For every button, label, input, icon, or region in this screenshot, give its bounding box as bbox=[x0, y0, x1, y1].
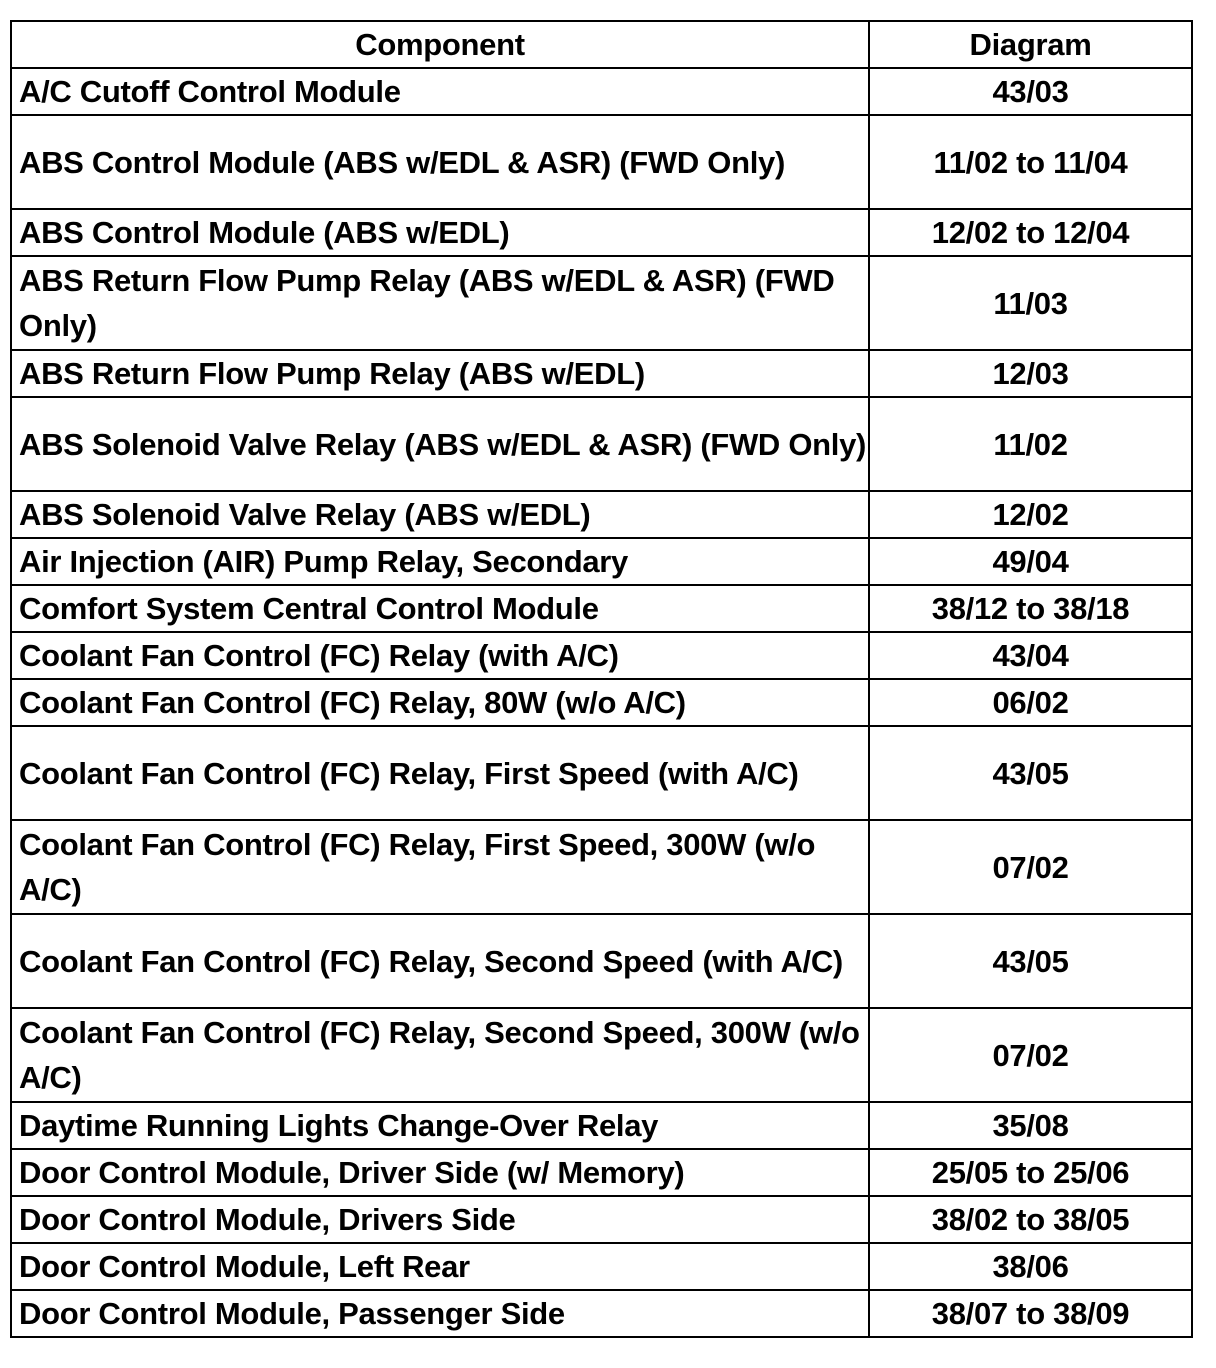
diagram-cell: 11/03 bbox=[869, 256, 1192, 350]
component-cell: ABS Solenoid Valve Relay (ABS w/EDL & ASR) (FWD Only) bbox=[11, 397, 869, 491]
header-diagram: Diagram bbox=[869, 21, 1192, 68]
diagram-cell: 12/03 bbox=[869, 350, 1192, 397]
table-row bbox=[11, 1102, 1192, 1149]
diagram-cell: 11/02 bbox=[869, 397, 1192, 491]
table-row bbox=[11, 679, 1192, 726]
table-row bbox=[11, 585, 1192, 632]
component-cell: Coolant Fan Control (FC) Relay, First Speed, 300W (w/o A/C) bbox=[11, 820, 869, 914]
diagram-cell: 43/04 bbox=[869, 632, 1192, 679]
diagram-cell: 38/02 to 38/05 bbox=[869, 1196, 1192, 1243]
component-cell: Air Injection (AIR) Pump Relay, Secondary bbox=[11, 538, 869, 585]
table-body bbox=[11, 68, 1192, 1337]
table-row bbox=[11, 538, 1192, 585]
diagram-cell: 07/02 bbox=[869, 1008, 1192, 1102]
diagram-cell: 43/05 bbox=[869, 914, 1192, 1008]
component-cell: Coolant Fan Control (FC) Relay, Second Speed, 300W (w/o A/C) bbox=[11, 1008, 869, 1102]
table-row bbox=[11, 1290, 1192, 1337]
component-cell: Door Control Module, Passenger Side bbox=[11, 1290, 869, 1337]
diagram-cell: 43/03 bbox=[869, 68, 1192, 115]
table-row bbox=[11, 397, 1192, 491]
component-cell: Door Control Module, Drivers Side bbox=[11, 1196, 869, 1243]
component-cell: ABS Solenoid Valve Relay (ABS w/EDL) bbox=[11, 491, 869, 538]
diagram-cell: 25/05 to 25/06 bbox=[869, 1149, 1192, 1196]
table-row bbox=[11, 1243, 1192, 1290]
component-cell: ABS Control Module (ABS w/EDL & ASR) (FWD Only) bbox=[11, 115, 869, 209]
diagram-cell: 11/02 to 11/04 bbox=[869, 115, 1192, 209]
component-cell: Coolant Fan Control (FC) Relay, 80W (w/o A/C) bbox=[11, 679, 869, 726]
diagram-cell: 12/02 to 12/04 bbox=[869, 209, 1192, 256]
diagram-cell: 49/04 bbox=[869, 538, 1192, 585]
component-cell: ABS Return Flow Pump Relay (ABS w/EDL) bbox=[11, 350, 869, 397]
table-row bbox=[11, 209, 1192, 256]
table-row bbox=[11, 726, 1192, 820]
component-cell: Door Control Module, Left Rear bbox=[11, 1243, 869, 1290]
component-table-container bbox=[10, 20, 1191, 1338]
diagram-cell: 43/05 bbox=[869, 726, 1192, 820]
diagram-cell: 38/12 to 38/18 bbox=[869, 585, 1192, 632]
table-row bbox=[11, 914, 1192, 1008]
component-cell: ABS Control Module (ABS w/EDL) bbox=[11, 209, 869, 256]
table-row bbox=[11, 1008, 1192, 1102]
table-header-row bbox=[11, 21, 1192, 68]
component-cell: ABS Return Flow Pump Relay (ABS w/EDL & ASR) (FWD Only) bbox=[11, 256, 869, 350]
table-row bbox=[11, 491, 1192, 538]
table-row bbox=[11, 1149, 1192, 1196]
diagram-cell: 38/07 to 38/09 bbox=[869, 1290, 1192, 1337]
diagram-cell: 07/02 bbox=[869, 820, 1192, 914]
component-diagram-table bbox=[10, 20, 1193, 1338]
component-cell: Daytime Running Lights Change-Over Relay bbox=[11, 1102, 869, 1149]
table-row bbox=[11, 820, 1192, 914]
table-row bbox=[11, 632, 1192, 679]
component-cell: Door Control Module, Driver Side (w/ Memory) bbox=[11, 1149, 869, 1196]
header-component: Component bbox=[11, 21, 869, 68]
diagram-cell: 35/08 bbox=[869, 1102, 1192, 1149]
component-cell: Coolant Fan Control (FC) Relay (with A/C) bbox=[11, 632, 869, 679]
component-cell: Coolant Fan Control (FC) Relay, First Speed (with A/C) bbox=[11, 726, 869, 820]
diagram-cell: 38/06 bbox=[869, 1243, 1192, 1290]
table-row bbox=[11, 1196, 1192, 1243]
diagram-cell: 12/02 bbox=[869, 491, 1192, 538]
component-cell: Coolant Fan Control (FC) Relay, Second Speed (with A/C) bbox=[11, 914, 869, 1008]
table-row bbox=[11, 350, 1192, 397]
table-row bbox=[11, 115, 1192, 209]
diagram-cell: 06/02 bbox=[869, 679, 1192, 726]
component-cell: Comfort System Central Control Module bbox=[11, 585, 869, 632]
component-cell: A/C Cutoff Control Module bbox=[11, 68, 869, 115]
table-row bbox=[11, 256, 1192, 350]
table-row bbox=[11, 68, 1192, 115]
